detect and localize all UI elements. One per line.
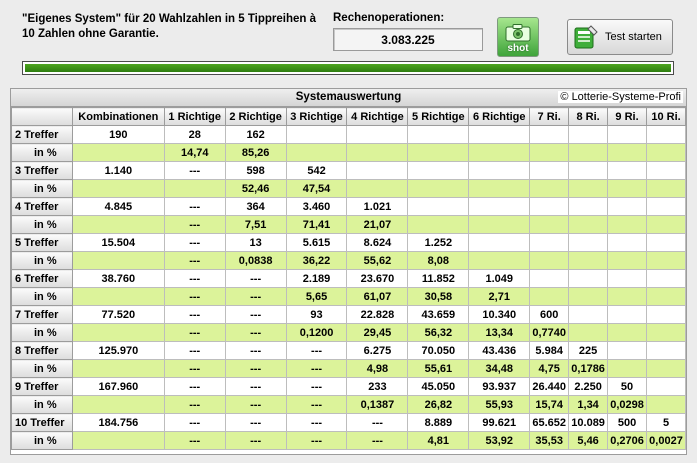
screenshot-button[interactable] <box>497 17 539 57</box>
table-cell[interactable] <box>286 126 347 144</box>
table-cell[interactable]: 55,93 <box>469 396 530 414</box>
screenshot-label: shot <box>507 43 529 54</box>
start-test-button[interactable] <box>567 19 673 55</box>
table-cell[interactable]: 0,0298 <box>608 396 647 414</box>
table-cell[interactable] <box>469 180 530 198</box>
progress-fill <box>25 64 671 72</box>
row-header[interactable]: 6 Treffer <box>12 270 73 288</box>
table-cell[interactable]: --- <box>286 414 347 432</box>
table-cell[interactable] <box>647 198 686 216</box>
table-cell[interactable]: 15,74 <box>530 396 569 414</box>
table-cell[interactable]: --- <box>225 270 286 288</box>
row-header[interactable]: 7 Treffer <box>12 306 73 324</box>
table-cell[interactable]: 1,34 <box>569 396 608 414</box>
row-header[interactable]: 8 Treffer <box>12 342 73 360</box>
table-cell[interactable] <box>469 234 530 252</box>
system-title: "Eigenes System" für 20 Wahlzahlen in 5 Tippreihen à 10 Zahlen ohne Garantie. <box>22 13 317 40</box>
table-cell[interactable]: 5.984 <box>530 342 569 360</box>
table-cell[interactable]: --- <box>225 396 286 414</box>
table-cell[interactable] <box>72 288 164 306</box>
table-cell[interactable]: 21,07 <box>347 216 408 234</box>
column-header[interactable]: 6 Richtige <box>469 108 530 126</box>
table-cell[interactable] <box>530 288 569 306</box>
table-cell[interactable]: 13,34 <box>469 324 530 342</box>
table-cell[interactable]: --- <box>164 414 225 432</box>
table-cell[interactable] <box>72 396 164 414</box>
table-cell[interactable]: 28 <box>164 126 225 144</box>
operations-value: 3.083.225 <box>333 28 483 51</box>
table-cell[interactable]: --- <box>347 414 408 432</box>
table-cell[interactable]: --- <box>164 378 225 396</box>
table-cell[interactable]: --- <box>286 396 347 414</box>
table-cell[interactable]: 43.436 <box>469 342 530 360</box>
table-cell[interactable] <box>608 270 647 288</box>
table-cell[interactable] <box>608 126 647 144</box>
table-cell[interactable] <box>408 162 469 180</box>
table-cell[interactable]: --- <box>164 432 225 450</box>
table-cell[interactable] <box>647 252 686 270</box>
table-cell[interactable]: 29,45 <box>347 324 408 342</box>
table-cell[interactable] <box>72 432 164 450</box>
table-cell[interactable] <box>647 270 686 288</box>
table-cell[interactable] <box>530 234 569 252</box>
table-cell[interactable]: --- <box>286 378 347 396</box>
operations-label: Rechenoperationen: <box>333 12 445 24</box>
percent-row <box>12 180 686 198</box>
table-cell[interactable]: 55,61 <box>408 360 469 378</box>
table-cell[interactable]: 35,53 <box>530 432 569 450</box>
table-cell[interactable]: 65.652 <box>530 414 569 432</box>
table-cell[interactable]: --- <box>347 432 408 450</box>
table-cell[interactable] <box>72 180 164 198</box>
table-cell[interactable] <box>569 198 608 216</box>
column-header[interactable]: 7 Ri. <box>530 108 569 126</box>
table-cell[interactable]: 598 <box>225 162 286 180</box>
table-cell[interactable]: 93 <box>286 306 347 324</box>
table-cell[interactable] <box>569 162 608 180</box>
table-cell[interactable] <box>569 216 608 234</box>
column-header[interactable]: 2 Richtige <box>225 108 286 126</box>
column-header[interactable]: 3 Richtige <box>286 108 347 126</box>
percent-row <box>12 432 686 450</box>
table-cell[interactable] <box>469 216 530 234</box>
evaluation-grid <box>10 88 687 455</box>
row-header[interactable]: in % <box>12 432 73 450</box>
table-cell[interactable] <box>569 306 608 324</box>
table-cell[interactable]: --- <box>164 324 225 342</box>
table-cell[interactable] <box>647 162 686 180</box>
row-header[interactable]: 5 Treffer <box>12 234 73 252</box>
table-cell[interactable]: 5.615 <box>286 234 347 252</box>
table-cell[interactable] <box>608 180 647 198</box>
table-cell[interactable]: 55,62 <box>347 252 408 270</box>
table-cell[interactable]: 93.937 <box>469 378 530 396</box>
percent-row <box>12 144 686 162</box>
table-cell[interactable]: --- <box>225 306 286 324</box>
table-cell[interactable] <box>569 252 608 270</box>
table-cell[interactable] <box>608 234 647 252</box>
table-cell[interactable] <box>647 144 686 162</box>
hits-row <box>12 234 686 252</box>
table-cell[interactable]: --- <box>225 360 286 378</box>
table-cell[interactable]: 0,1387 <box>347 396 408 414</box>
column-header[interactable]: 1 Richtige <box>164 108 225 126</box>
table-cell[interactable] <box>530 144 569 162</box>
table-cell[interactable]: 11.852 <box>408 270 469 288</box>
table-cell[interactable]: --- <box>164 306 225 324</box>
table-cell[interactable]: 5,46 <box>569 432 608 450</box>
table-cell[interactable]: 38.760 <box>72 270 164 288</box>
hits-row <box>12 162 686 180</box>
table-cell[interactable] <box>469 126 530 144</box>
table-cell[interactable] <box>569 126 608 144</box>
table-cell[interactable]: 45.050 <box>408 378 469 396</box>
table-cell[interactable]: --- <box>164 270 225 288</box>
table-cell[interactable]: 0,2706 <box>608 432 647 450</box>
table-cell[interactable] <box>608 252 647 270</box>
table-cell[interactable] <box>347 126 408 144</box>
table-cell[interactable] <box>408 216 469 234</box>
table-cell[interactable]: --- <box>225 324 286 342</box>
table-cell[interactable] <box>72 216 164 234</box>
table-cell[interactable]: 2,71 <box>469 288 530 306</box>
table-cell[interactable] <box>569 144 608 162</box>
table-cell[interactable] <box>469 162 530 180</box>
row-header[interactable]: in % <box>12 288 73 306</box>
table-cell[interactable] <box>608 162 647 180</box>
table-cell[interactable]: 14,74 <box>164 144 225 162</box>
table-cell[interactable] <box>569 234 608 252</box>
table-cell[interactable]: 5,65 <box>286 288 347 306</box>
row-header[interactable]: in % <box>12 144 73 162</box>
table-cell[interactable] <box>469 198 530 216</box>
table-cell[interactable]: 2.250 <box>569 378 608 396</box>
table-cell[interactable]: 52,46 <box>225 180 286 198</box>
table-cell[interactable]: --- <box>164 288 225 306</box>
table-cell[interactable]: 0,0027 <box>647 432 686 450</box>
table-cell[interactable]: 0,1786 <box>569 360 608 378</box>
table-cell[interactable]: --- <box>286 360 347 378</box>
hits-row <box>12 414 686 432</box>
table-cell[interactable]: --- <box>164 216 225 234</box>
percent-row <box>12 360 686 378</box>
hits-row <box>12 306 686 324</box>
table-cell[interactable] <box>608 360 647 378</box>
table-cell[interactable] <box>647 180 686 198</box>
column-header[interactable]: 9 Ri. <box>608 108 647 126</box>
table-cell[interactable]: 53,92 <box>469 432 530 450</box>
table-cell[interactable] <box>286 144 347 162</box>
row-header[interactable]: 10 Treffer <box>12 414 73 432</box>
table-cell[interactable]: 162 <box>225 126 286 144</box>
row-header[interactable]: 4 Treffer <box>12 198 73 216</box>
table-cell[interactable] <box>530 198 569 216</box>
table-cell[interactable]: --- <box>225 288 286 306</box>
table-cell[interactable]: 7,51 <box>225 216 286 234</box>
table-cell[interactable] <box>530 270 569 288</box>
table-cell[interactable]: 500 <box>608 414 647 432</box>
table-cell[interactable]: 26,82 <box>408 396 469 414</box>
table-cell[interactable] <box>647 216 686 234</box>
table-cell[interactable]: --- <box>286 342 347 360</box>
table-cell[interactable]: 56,32 <box>408 324 469 342</box>
column-header[interactable]: 10 Ri. <box>647 108 686 126</box>
table-cell[interactable]: 4.845 <box>72 198 164 216</box>
grid-title: Systemauswertung <box>295 91 402 103</box>
table-cell[interactable]: 77.520 <box>72 306 164 324</box>
table-cell[interactable] <box>608 216 647 234</box>
table-cell[interactable]: 190 <box>72 126 164 144</box>
table-cell[interactable]: 233 <box>347 378 408 396</box>
table-cell[interactable]: --- <box>164 396 225 414</box>
table-cell[interactable] <box>347 144 408 162</box>
percent-row <box>12 216 686 234</box>
column-header[interactable]: 4 Richtige <box>347 108 408 126</box>
table-cell[interactable]: 364 <box>225 198 286 216</box>
row-header[interactable]: 9 Treffer <box>12 378 73 396</box>
table-cell[interactable] <box>608 198 647 216</box>
table-cell[interactable] <box>647 324 686 342</box>
table-cell[interactable]: 43.659 <box>408 306 469 324</box>
table-cell[interactable]: 0,7740 <box>530 324 569 342</box>
column-header[interactable]: 8 Ri. <box>569 108 608 126</box>
hits-row <box>12 126 686 144</box>
table-cell[interactable]: 1.140 <box>72 162 164 180</box>
table-cell[interactable]: --- <box>225 432 286 450</box>
table-cell[interactable] <box>608 288 647 306</box>
table-cell[interactable]: 10.089 <box>569 414 608 432</box>
table-cell[interactable] <box>469 252 530 270</box>
table-cell[interactable] <box>647 396 686 414</box>
start-test-label: Test starten <box>605 31 662 43</box>
percent-row <box>12 324 686 342</box>
table-cell[interactable] <box>608 144 647 162</box>
table-cell[interactable]: 184.756 <box>72 414 164 432</box>
table-cell[interactable] <box>72 324 164 342</box>
table-cell[interactable]: 2.189 <box>286 270 347 288</box>
table-cell[interactable]: 8.889 <box>408 414 469 432</box>
table-cell[interactable] <box>569 180 608 198</box>
table-cell[interactable]: 1.049 <box>469 270 530 288</box>
table-cell[interactable]: 6.275 <box>347 342 408 360</box>
table-cell[interactable]: --- <box>164 234 225 252</box>
hits-row <box>12 270 686 288</box>
copyright-label: © Lotterie-Systeme-Profi <box>560 91 681 103</box>
table-cell[interactable] <box>647 126 686 144</box>
table-cell[interactable] <box>608 342 647 360</box>
evaluation-table <box>11 107 686 450</box>
table-cell[interactable]: 61,07 <box>347 288 408 306</box>
table-cell[interactable]: 542 <box>286 162 347 180</box>
table-cell[interactable] <box>608 324 647 342</box>
table-cell[interactable]: --- <box>164 162 225 180</box>
table-cell[interactable]: --- <box>286 432 347 450</box>
table-cell[interactable] <box>530 162 569 180</box>
table-cell[interactable]: 99.621 <box>469 414 530 432</box>
row-header[interactable]: 3 Treffer <box>12 162 73 180</box>
table-cell[interactable]: 85,26 <box>225 144 286 162</box>
table-cell[interactable] <box>347 180 408 198</box>
table-cell[interactable]: --- <box>225 414 286 432</box>
table-cell[interactable] <box>608 306 647 324</box>
table-cell[interactable] <box>72 360 164 378</box>
table-cell[interactable]: 13 <box>225 234 286 252</box>
percent-row <box>12 252 686 270</box>
table-cell[interactable]: --- <box>164 360 225 378</box>
table-cell[interactable]: 125.970 <box>72 342 164 360</box>
table-cell[interactable]: 0,0838 <box>225 252 286 270</box>
hits-row <box>12 198 686 216</box>
column-header-row <box>12 108 686 126</box>
table-cell[interactable]: 15.504 <box>72 234 164 252</box>
table-cell[interactable]: 167.960 <box>72 378 164 396</box>
table-cell[interactable]: 4,75 <box>530 360 569 378</box>
table-cell[interactable]: 1.021 <box>347 198 408 216</box>
table-cell[interactable] <box>408 126 469 144</box>
table-cell[interactable]: 22.828 <box>347 306 408 324</box>
table-cell[interactable] <box>347 162 408 180</box>
row-header[interactable]: in % <box>12 324 73 342</box>
table-cell[interactable] <box>569 288 608 306</box>
table-cell[interactable]: 71,41 <box>286 216 347 234</box>
table-cell[interactable] <box>530 216 569 234</box>
table-cell[interactable]: 1.252 <box>408 234 469 252</box>
column-header[interactable]: Kombinationen <box>72 108 164 126</box>
table-cell[interactable]: 4,98 <box>347 360 408 378</box>
table-cell[interactable]: 26.440 <box>530 378 569 396</box>
table-cell[interactable] <box>530 126 569 144</box>
table-cell[interactable] <box>408 180 469 198</box>
table-cell[interactable]: 3.460 <box>286 198 347 216</box>
camera-icon <box>505 24 531 42</box>
table-cell[interactable]: 36,22 <box>286 252 347 270</box>
table-cell[interactable] <box>569 270 608 288</box>
row-header[interactable]: in % <box>12 396 73 414</box>
table-cell[interactable] <box>647 306 686 324</box>
column-header[interactable]: 5 Richtige <box>408 108 469 126</box>
table-cell[interactable]: 23.670 <box>347 270 408 288</box>
percent-row <box>12 396 686 414</box>
table-cell[interactable]: 8.624 <box>347 234 408 252</box>
row-header[interactable]: in % <box>12 360 73 378</box>
row-header[interactable]: in % <box>12 252 73 270</box>
table-cell[interactable] <box>72 144 164 162</box>
table-cell[interactable] <box>647 378 686 396</box>
row-header[interactable]: 2 Treffer <box>12 126 73 144</box>
table-cell[interactable]: 50 <box>608 378 647 396</box>
table-cell[interactable] <box>408 144 469 162</box>
percent-row <box>12 288 686 306</box>
table-cell[interactable]: 225 <box>569 342 608 360</box>
table-cell[interactable]: 30,58 <box>408 288 469 306</box>
table-cell[interactable] <box>530 252 569 270</box>
table-cell[interactable] <box>408 198 469 216</box>
table-cell[interactable]: --- <box>164 198 225 216</box>
lottery-ticket-icon <box>573 24 599 50</box>
row-header[interactable]: in % <box>12 180 73 198</box>
table-cell[interactable] <box>647 288 686 306</box>
table-cell[interactable]: 10.340 <box>469 306 530 324</box>
grid-header <box>11 89 686 107</box>
table-cell[interactable]: --- <box>225 378 286 396</box>
table-cell[interactable]: 5 <box>647 414 686 432</box>
table-cell[interactable]: --- <box>225 342 286 360</box>
table-cell[interactable]: 600 <box>530 306 569 324</box>
hits-row <box>12 342 686 360</box>
row-header[interactable]: in % <box>12 216 73 234</box>
corner-header[interactable] <box>12 108 73 126</box>
table-cell[interactable]: --- <box>164 252 225 270</box>
hits-row <box>12 378 686 396</box>
table-cell[interactable] <box>164 180 225 198</box>
table-cell[interactable]: 34,48 <box>469 360 530 378</box>
table-cell[interactable]: 47,54 <box>286 180 347 198</box>
table-cell[interactable] <box>469 144 530 162</box>
table-cell[interactable]: --- <box>164 342 225 360</box>
table-cell[interactable] <box>647 342 686 360</box>
table-cell[interactable] <box>530 180 569 198</box>
table-cell[interactable]: 70.050 <box>408 342 469 360</box>
table-cell[interactable] <box>569 324 608 342</box>
table-cell[interactable] <box>647 360 686 378</box>
table-cell[interactable]: 4,81 <box>408 432 469 450</box>
table-cell[interactable]: 8,08 <box>408 252 469 270</box>
progress-bar <box>22 61 674 75</box>
table-cell[interactable]: 0,1200 <box>286 324 347 342</box>
table-cell[interactable] <box>647 234 686 252</box>
table-cell[interactable] <box>72 252 164 270</box>
